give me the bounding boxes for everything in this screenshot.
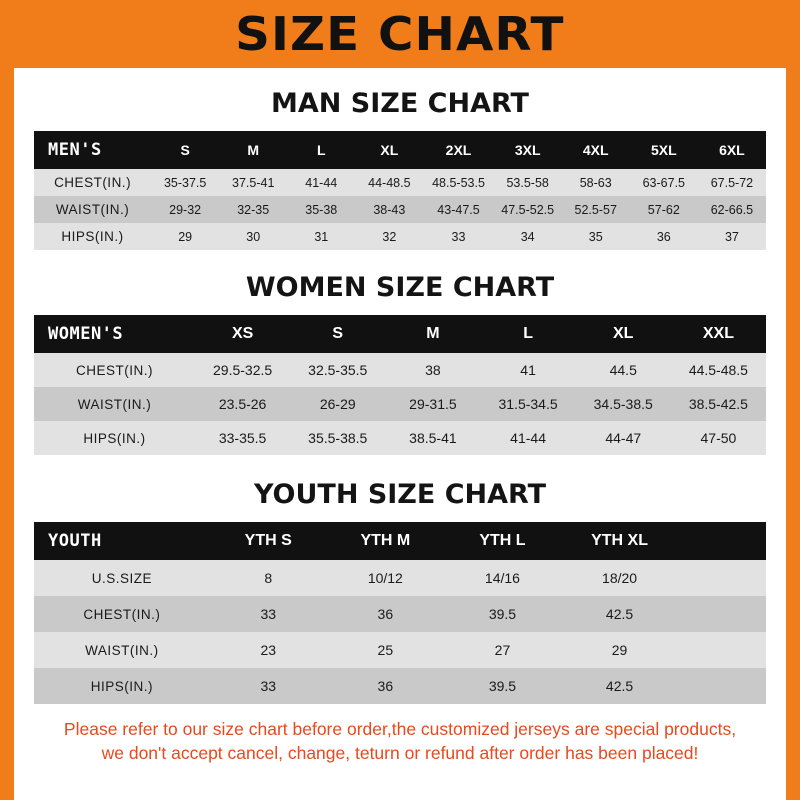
table-cell: 47.5-52.5	[501, 202, 555, 217]
youth-header-cell: YTH XL	[591, 532, 648, 549]
table-cell: 35.5-38.5	[308, 430, 368, 446]
table-cell: 35	[588, 229, 603, 244]
table-cell: 36	[377, 678, 394, 694]
table-cell: 32	[382, 229, 397, 244]
youth-section-title: YOUTH SIZE CHART	[253, 479, 547, 510]
table-row	[34, 632, 766, 668]
table-row	[34, 560, 766, 596]
table-cell: 23.5-26	[218, 396, 267, 412]
table-cell: 29	[178, 229, 193, 244]
table-cell: 33-35.5	[218, 430, 267, 446]
women-header-cell: M	[426, 325, 440, 342]
table-cell: 34.5-38.5	[593, 396, 653, 412]
table-cell-spacer	[678, 668, 766, 704]
table-cell: 41	[520, 362, 536, 378]
table-cell: 41-44	[510, 430, 546, 446]
women-section-title: WOMEN SIZE CHART	[245, 272, 555, 303]
youth-header-cell: YTH L	[479, 532, 526, 549]
man-header-cell: M	[247, 142, 260, 158]
row-label: WAIST(IN.)	[77, 396, 152, 412]
man-header-cell: 5XL	[650, 142, 677, 158]
table-cell: 53.5-58	[506, 175, 549, 190]
table-cell: 43-47.5	[437, 202, 480, 217]
table-cell: 14/16	[484, 570, 520, 586]
man-header-cell: S	[180, 142, 190, 158]
table-cell: 32.5-35.5	[308, 362, 368, 378]
table-cell: 37.5-41	[232, 175, 275, 190]
row-label: WAIST(IN.)	[55, 202, 130, 217]
table-cell: 38.5-42.5	[688, 396, 748, 412]
content	[14, 88, 786, 765]
women-header-cell: L	[523, 325, 533, 342]
youth-header-cell: YTH M	[360, 532, 411, 549]
women-header-cell: XS	[231, 325, 254, 342]
banner	[14, 0, 786, 68]
table-cell: 67.5-72	[710, 175, 754, 190]
table-row	[34, 668, 766, 704]
table-cell: 29-31.5	[409, 396, 457, 412]
table-cell: 26-29	[319, 396, 356, 412]
table-cell: 41-44	[305, 175, 338, 190]
table-row	[34, 223, 766, 250]
table-row	[34, 421, 766, 455]
banner-title: SIZE CHART	[235, 7, 565, 61]
women-header-cell: XXL	[702, 325, 734, 342]
youth-header-cell: YTH S	[244, 532, 292, 549]
row-label: CHEST(IN.)	[76, 362, 154, 378]
table-cell: 44-47	[605, 430, 642, 446]
table-cell: 33	[451, 229, 466, 244]
youth-header-spacer	[678, 522, 766, 560]
table-cell: 38	[425, 362, 441, 378]
row-label: CHEST(IN.)	[54, 175, 132, 190]
table-cell: 52.5-57	[574, 202, 617, 217]
youth-header-cell: YOUTH	[48, 531, 102, 551]
man-header-cell: 4XL	[582, 142, 609, 158]
row-label: HIPS(IN.)	[83, 430, 146, 446]
table-cell: 37	[724, 229, 739, 244]
table-row	[34, 196, 766, 223]
table-cell: 8	[264, 570, 273, 586]
women-header-cell: WOMEN'S	[48, 324, 124, 344]
women-table-header-row	[34, 315, 766, 353]
man-header-cell: MEN'S	[48, 140, 102, 160]
table-cell-spacer	[678, 596, 766, 632]
table-cell: 36	[656, 229, 671, 244]
row-label: CHEST(IN.)	[83, 606, 161, 622]
table-cell: 29-32	[169, 202, 202, 217]
youth-table-header-row	[34, 522, 766, 560]
women-header-cell: XL	[613, 325, 634, 342]
table-cell: 38.5-41	[409, 430, 457, 446]
table-cell: 25	[377, 642, 394, 658]
table-cell: 58-63	[579, 175, 612, 190]
table-cell: 33	[260, 606, 277, 622]
man-header-cell: 2XL	[445, 142, 472, 158]
table-cell: 29	[611, 642, 628, 658]
table-cell: 31	[314, 229, 329, 244]
table-cell: 47-50	[700, 430, 737, 446]
table-cell: 33	[260, 678, 277, 694]
row-label: WAIST(IN.)	[85, 642, 159, 658]
man-table-header-row	[34, 131, 766, 169]
table-cell: 10/12	[367, 570, 403, 586]
table-cell: 29.5-32.5	[213, 362, 273, 378]
table-cell: 36	[377, 606, 394, 622]
man-section-title: MAN SIZE CHART	[271, 88, 529, 119]
women-header-cell: S	[332, 325, 344, 342]
row-label: U.S.SIZE	[91, 570, 152, 586]
table-cell: 35-37.5	[163, 175, 207, 190]
table-row	[34, 353, 766, 387]
row-label: HIPS(IN.)	[61, 229, 124, 244]
man-header-cell: XL	[380, 142, 399, 158]
table-cell: 27	[494, 642, 511, 658]
table-cell-spacer	[678, 560, 766, 596]
table-cell: 38-43	[373, 202, 406, 217]
table-row	[34, 169, 766, 196]
man-header-cell: 6XL	[719, 142, 745, 158]
table-cell: 42.5	[605, 606, 634, 622]
table-cell: 44-48.5	[368, 175, 411, 190]
women-size-table	[34, 315, 766, 455]
notice	[52, 718, 748, 765]
man-header-cell: 3XL	[514, 142, 541, 158]
row-label: HIPS(IN.)	[90, 678, 153, 694]
table-cell: 31.5-34.5	[498, 396, 558, 412]
notice-line-1: Please refer to our size chart before order,the customized jerseys are special products,	[63, 719, 737, 739]
table-cell: 39.5	[488, 606, 517, 622]
table-cell: 63-67.5	[642, 175, 685, 190]
youth-size-table	[34, 522, 766, 704]
table-cell: 39.5	[488, 678, 517, 694]
table-row	[34, 387, 766, 421]
notice-line-2: we don't accept cancel, change, teturn or refund after order has been placed!	[101, 742, 699, 763]
man-header-cell: L	[317, 142, 326, 158]
table-cell: 42.5	[605, 678, 634, 694]
table-cell: 48.5-53.5	[432, 175, 485, 190]
table-row	[34, 596, 766, 632]
table-cell: 18/20	[602, 570, 638, 586]
table-cell: 30	[246, 229, 261, 244]
table-cell: 57-62	[647, 202, 680, 217]
table-cell: 35-38	[305, 202, 338, 217]
table-cell: 44.5	[609, 362, 637, 378]
table-cell: 62-66.5	[710, 202, 754, 217]
table-cell-spacer	[678, 632, 766, 668]
man-size-table	[34, 131, 766, 250]
table-cell: 32-35	[237, 202, 270, 217]
table-cell: 23	[260, 642, 277, 658]
table-cell: 34	[520, 229, 535, 244]
table-cell: 44.5-48.5	[688, 362, 748, 378]
